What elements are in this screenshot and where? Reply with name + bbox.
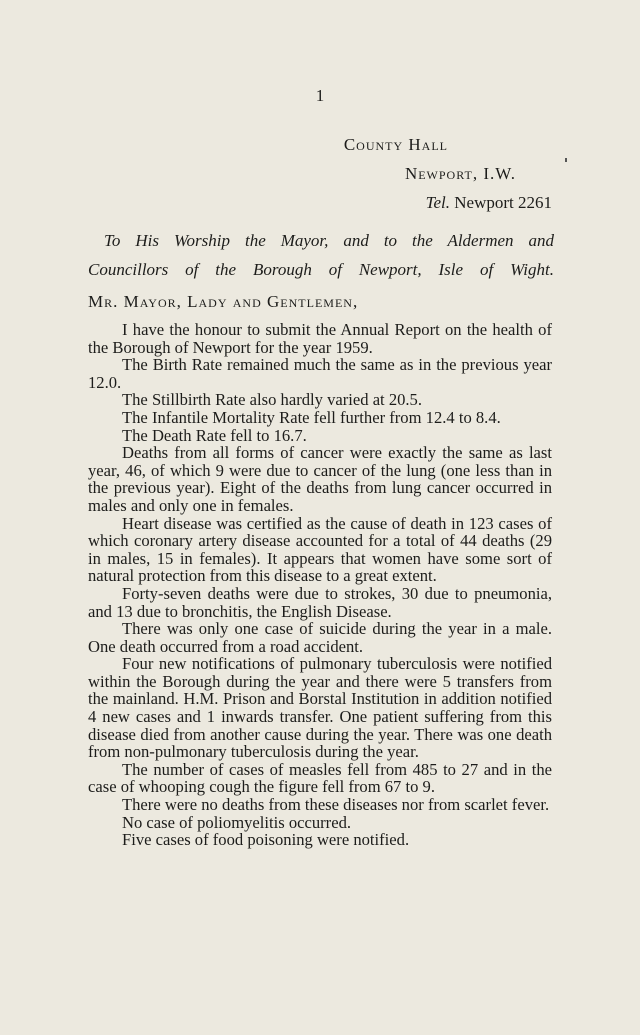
- paragraph: The Infantile Mortality Rate fell further from 12.4 to 8.4.: [122, 407, 501, 427]
- address-line-newport: Newport, I.W.: [404, 164, 516, 183]
- paragraph: Four new notifications of pulmonary tuberculosis were notified within the Borough during the year and there were 5 transfers from the mainland. H.M. Prison and Borstal Institution in addition notified 4 new cases and 1 inwards transfer. One patient suffering from this disease died from another cause during the year. There was one death from non-pulmonary tuberculosis during the year.: [88, 654, 552, 762]
- paragraph: The number of cases of measles fell from 485 to 27 and in the case of whooping cough the figure fell from 67 to 9.: [88, 759, 552, 797]
- paragraph: No case of poliomyelitis occurred.: [122, 812, 352, 832]
- paragraph: Five cases of food poisoning were notified.: [122, 830, 410, 850]
- paragraph: Forty-seven deaths were due to strokes, 30 due to pneumonia, and 13 due to bronchitis, the English Disease.: [88, 583, 552, 621]
- paragraph: The Death Rate fell to 16.7.: [122, 425, 307, 445]
- address-line-county-hall: County Hall: [343, 135, 448, 154]
- paragraph: Heart disease was certified as the cause of death in 123 cases of which coronary artery disease accounted for a total of 44 deaths (29 in males, 15 in females). It appears that women have some sort of natural protection from this disease to a great extent.: [88, 513, 552, 586]
- sender-address: [344, 130, 552, 217]
- salutation: Mr. Mayor, Lady and Gentlemen,: [88, 292, 359, 311]
- paragraph: I have the honour to submit the Annual Report on the health of the Borough of Newport for the year 1959.: [88, 320, 552, 357]
- paragraph: The Birth Rate remained much the same as in the previous year 12.0.: [88, 355, 552, 392]
- addressee-line-1: To His Worship the Mayor, and to the Aldermen and: [104, 231, 554, 250]
- paragraph: The Stillbirth Rate also hardly varied at 20.5.: [122, 390, 423, 410]
- addressee-line-2: Councillors of the Borough of Newport, Isle of Wight.: [88, 260, 554, 279]
- telephone-label: Tel.: [425, 193, 451, 212]
- addressee-block: [88, 226, 554, 284]
- paragraph: There were no deaths from these diseases nor from scarlet fever.: [122, 795, 550, 815]
- telephone-number: Newport 2261: [454, 193, 552, 212]
- report-body: [88, 321, 552, 849]
- telephone-line: [344, 188, 552, 217]
- paragraph: Deaths from all forms of cancer were exactly the same as last year, 46, of which 9 were due to cancer of the lung (one less than in the previous year). Eight of the deaths from lung cancer occurred in males and only one in females.: [88, 443, 552, 515]
- ink-mark: [565, 158, 567, 162]
- paragraph: There was only one case of suicide during the year in a male. One death occurred from a road accident.: [88, 619, 552, 656]
- page-number: 1: [315, 86, 325, 105]
